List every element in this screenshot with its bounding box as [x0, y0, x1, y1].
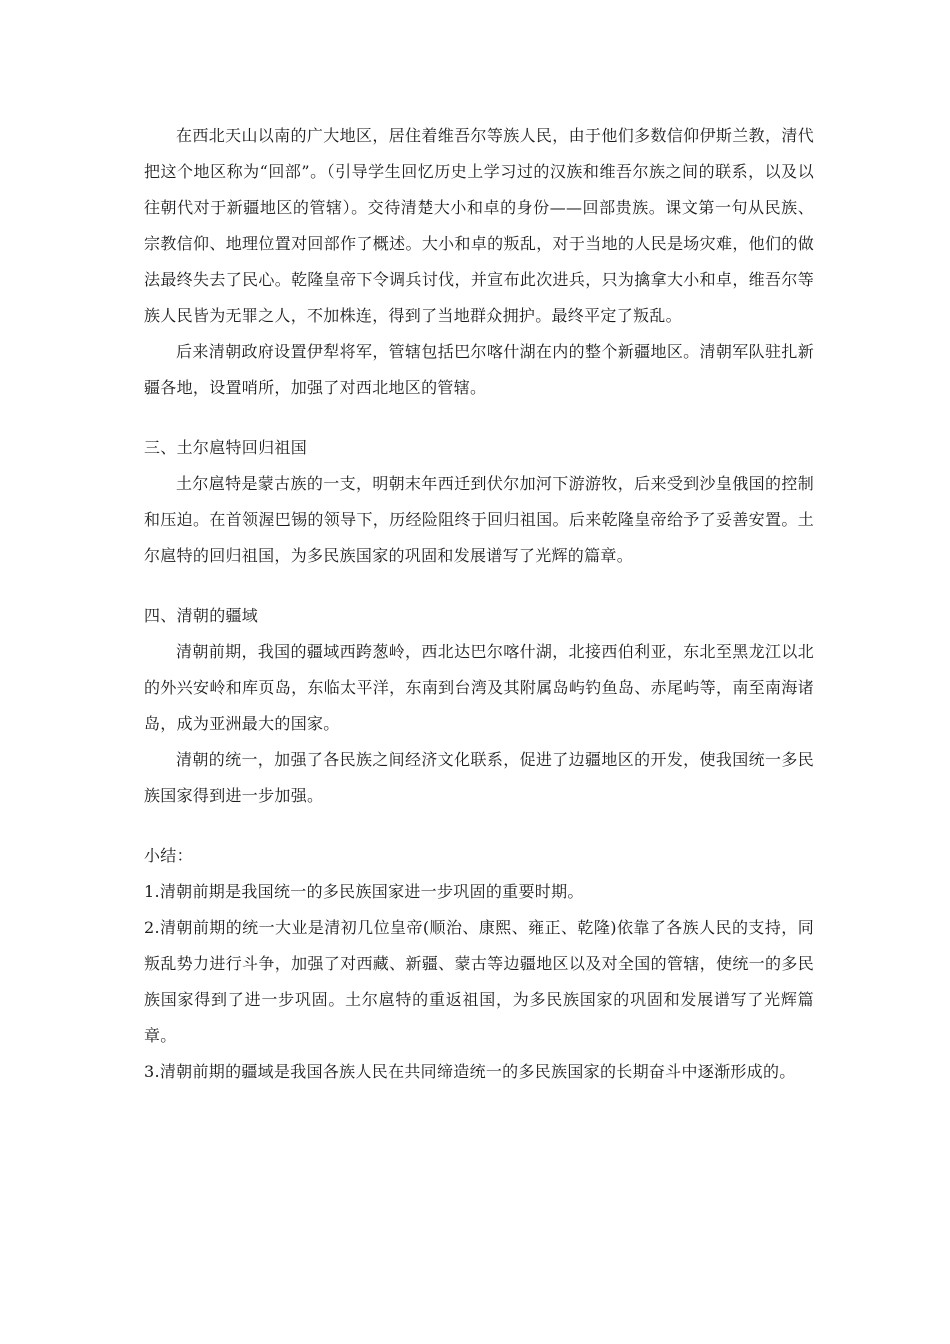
paragraph-torghut: 土尔扈特是蒙古族的一支，明朝末年西迁到伏尔加河下游游牧，后来受到沙皇俄国的控制和压迫。在首领渥巴锡的领导下，历经险阻终于回归祖国。后来乾隆皇帝给予了妥善安置。土尔扈特的回归祖国，为多民族国家的巩固和发展谱写了光辉的篇章。	[144, 474, 814, 565]
spacer	[144, 406, 814, 430]
summary-item-2: 2.清朝前期的统一大业是清初几位皇帝(顺治、康熙、雍正、乾隆)依靠了各族人民的支持，同叛乱势力进行斗争，加强了对西藏、新疆、蒙古等边疆地区以及对全国的管辖，使统一的多民族国家得到了进一步巩固。土尔扈特的重返祖国，为多民族国家的巩固和发展谱写了光辉篇章。	[144, 918, 814, 1045]
summary-item-1: 1.清朝前期是我国统一的多民族国家进一步巩固的重要时期。	[144, 882, 584, 901]
paragraph-ili-general: 后来清朝政府设置伊犁将军，管辖包括巴尔喀什湖在内的整个新疆地区。清朝军队驻扎新疆各地，设置哨所，加强了对西北地区的管辖。	[144, 342, 814, 397]
section-heading-torghut: 三、土尔扈特回归祖国	[144, 438, 308, 457]
summary-item-3: 3.清朝前期的疆域是我国各族人民在共同缔造统一的多民族国家的长期奋斗中逐渐形成的。	[144, 1062, 796, 1081]
paragraph-territory: 清朝前期，我国的疆域西跨葱岭，西北达巴尔喀什湖，北接西伯利亚，东北至黑龙江以北的外兴安岭和库页岛，东临太平洋，东南到台湾及其附属岛屿钓鱼岛、赤尾屿等，南至南海诸岛，成为亚洲最大的国家。	[144, 642, 814, 733]
paragraph-unification: 清朝的统一，加强了各民族之间经济文化联系，促进了边疆地区的开发，使我国统一多民族国家得到进一步加强。	[144, 750, 814, 805]
summary-heading: 小结：	[144, 846, 193, 865]
paragraph-huibu: 在西北天山以南的广大地区，居住着维吾尔等族人民，由于他们多数信仰伊斯兰教，清代把这个地区称为“回部”。（引导学生回忆历史上学习过的汉族和维吾尔族之间的联系，以及以往朝代对于新疆地区的管辖）。交待清楚大小和卓的身份——回部贵族。课文第一句从民族、宗教信仰、地理位置对回部作了概述。大小和卓的叛乱，对于当地的人民是场灾难，他们的做法最终失去了民心。乾隆皇帝下令调兵讨伐，并宣布此次进兵，只为擒拿大小和卓，维吾尔等族人民皆为无罪之人，不加株连，得到了当地群众拥护。最终平定了叛乱。	[144, 126, 814, 325]
spacer	[144, 814, 814, 838]
spacer	[144, 574, 814, 598]
document-body	[144, 118, 814, 1090]
section-heading-territory: 四、清朝的疆域	[144, 606, 259, 625]
